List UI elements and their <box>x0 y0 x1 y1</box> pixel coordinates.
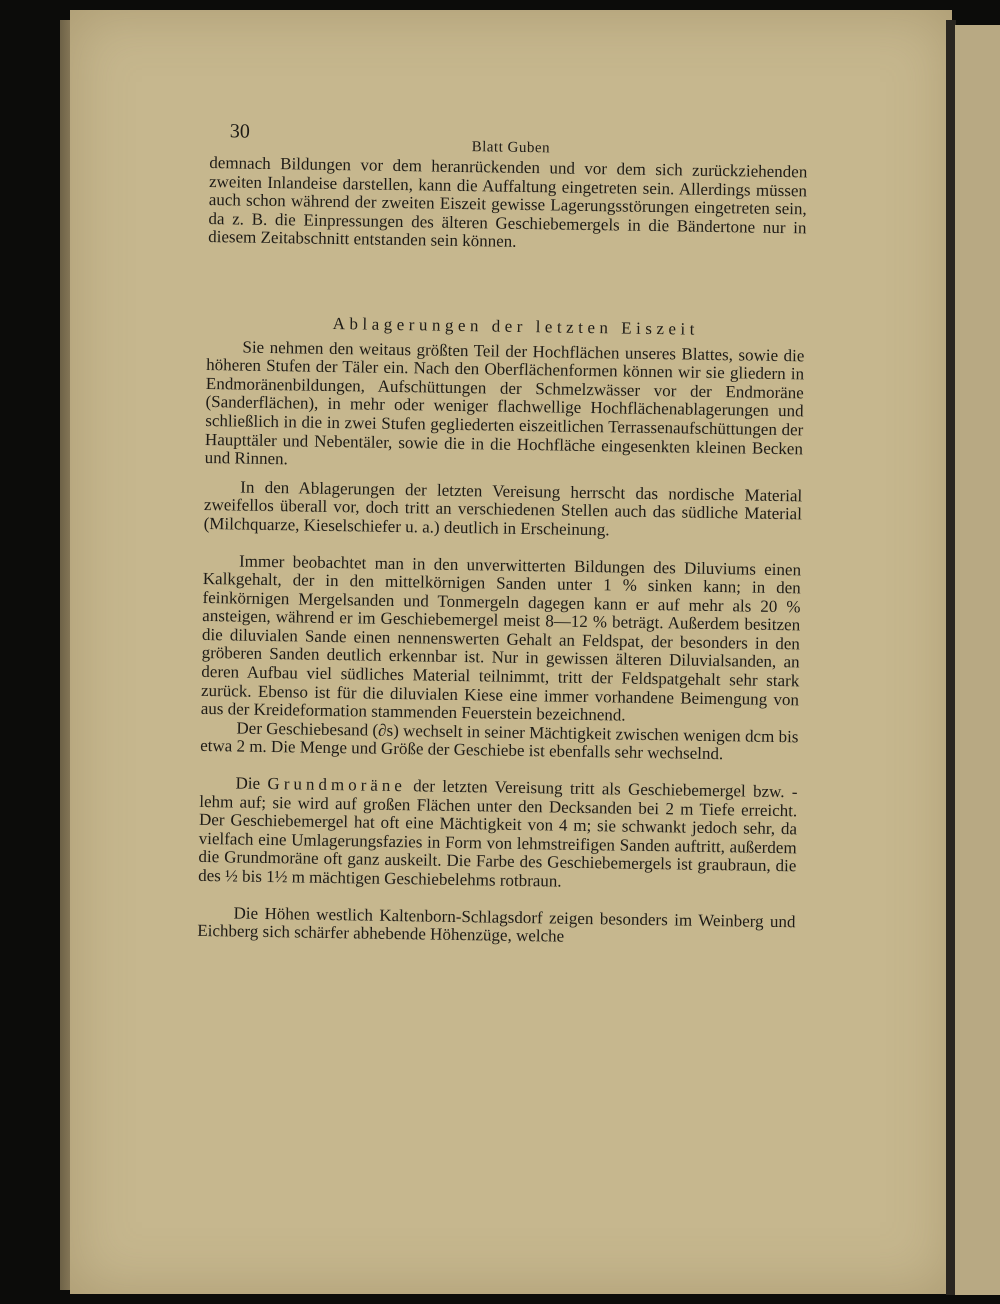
paragraph-continuation: demnach Bildungen vor dem heranrückenden und vor dem sich zurückziehenden zweiten Inlandeise darstellen, kann die Auffaltung eingetreten sein. Allerdings müssen auch schon während der zweiten Eiszeit gewisse Lagerungsstörungen eingetreten sein, da z. B. die Einpressungen des älteren Geschiebemergels in die Bändertone nur in diesem Zeitabschnitt entstanden sein können. <box>208 152 808 252</box>
paragraph-start: Die <box>235 773 261 793</box>
page-text <box>197 122 808 950</box>
paragraph: Sie nehmen den weitaus größten Teil der Hochflächen unseres Blattes, sowie die höheren Stufen der Täler ein. Nach den Oberflächenformen können wir sie gliedern in Endmoränenbildungen, Aufschüttungen der Schmelzwässer vor der Endmoräne (Sanderflächen), in mehr oder weniger flachwellige Hochflächenablagerungen und schließlich in die in zwei Stufen gegliederten eiszeitlichen Terrassenaufschüttungen der Haupttäler und Nebentäler, sowie die in die Hochfläche eingesenkten kleinen Becken und Rinnen. <box>204 337 805 469</box>
paragraph-rest: der letzten Vereisung tritt als Geschiebemergel bzw. -lehm auf; sie wird auf großen Flächen unter den Decksanden bei 2 m Tiefe erreicht. Der Geschiebemergel hat oft eine Mächtigkeit von 4 m; sie schwankt jedoch sehr, da vielfach eine Umlagerungsfazies in Form von lehmstreifigen Sanden auftritt, außerdem die Grundmoräne oft ganz auskeilt. Die Farbe des Geschiebemergels ist graubraun, die des ½ bis 1½ m mächtigen Geschiebelehms rotbraun. <box>198 776 798 891</box>
paragraph <box>198 774 798 895</box>
paragraph: Die Höhen westlich Kaltenborn-Schlagsdorf zeigen besonders im Weinberg und Eichberg sich schärfer abhebende Höhenzüge, welche <box>197 903 796 946</box>
emphasized-term: Grundmoräne <box>267 774 407 796</box>
running-head: Blatt Guben <box>471 139 551 157</box>
facing-page-edge <box>955 25 1000 1295</box>
paragraph: Der Geschiebesand (∂s) wechselt in seiner Mächtigkeit zwischen wenigen dcm bis etwa 2 m. Die Menge und Größe der Geschiebe ist ebenfalls sehr wechselnd. <box>200 718 799 764</box>
paragraph: In den Ablagerungen der letzten Vereisung herrscht das nordische Material zweifellos überall vor, doch tritt an verschiedenen Stellen auch das südliche Material (Milchquarze, Kieselschiefer u. a.) deutlich in Erscheinung. <box>203 477 803 540</box>
section-heading: Ablagerungen der letzten Eiszeit <box>332 313 700 339</box>
paragraph: Immer beobachtet man in den unverwitterten Bildungen des Diluviums einen Kalkgehalt, der in den mittelkörnigen Sanden unter 1 % sinken kann; in den feinkörnigen Mergelsanden und Tonmergeln dagegen kann er auf mehr als 20 % ansteigen, während er im Geschiebemergel meist 8—12 % beträgt. Außerdem besitzen die diluvialen Sande einen nennenswerten Gehalt an Feldspat, der besonders in den gröberen Sanden deutlich erkennbar ist. Nur in gewissen älteren Diluvialsanden, an deren Aufbau viel südliches Material teilnimmt, tritt der Feldspatgehalt sehr stark zurück. Ebenso ist für die diluvialen Kiese eine immer vorhandene Beimengung von aus der Kreideformation stammenden Feuerstein bezeichnend. <box>200 551 802 725</box>
page-number: 30 <box>229 120 251 143</box>
